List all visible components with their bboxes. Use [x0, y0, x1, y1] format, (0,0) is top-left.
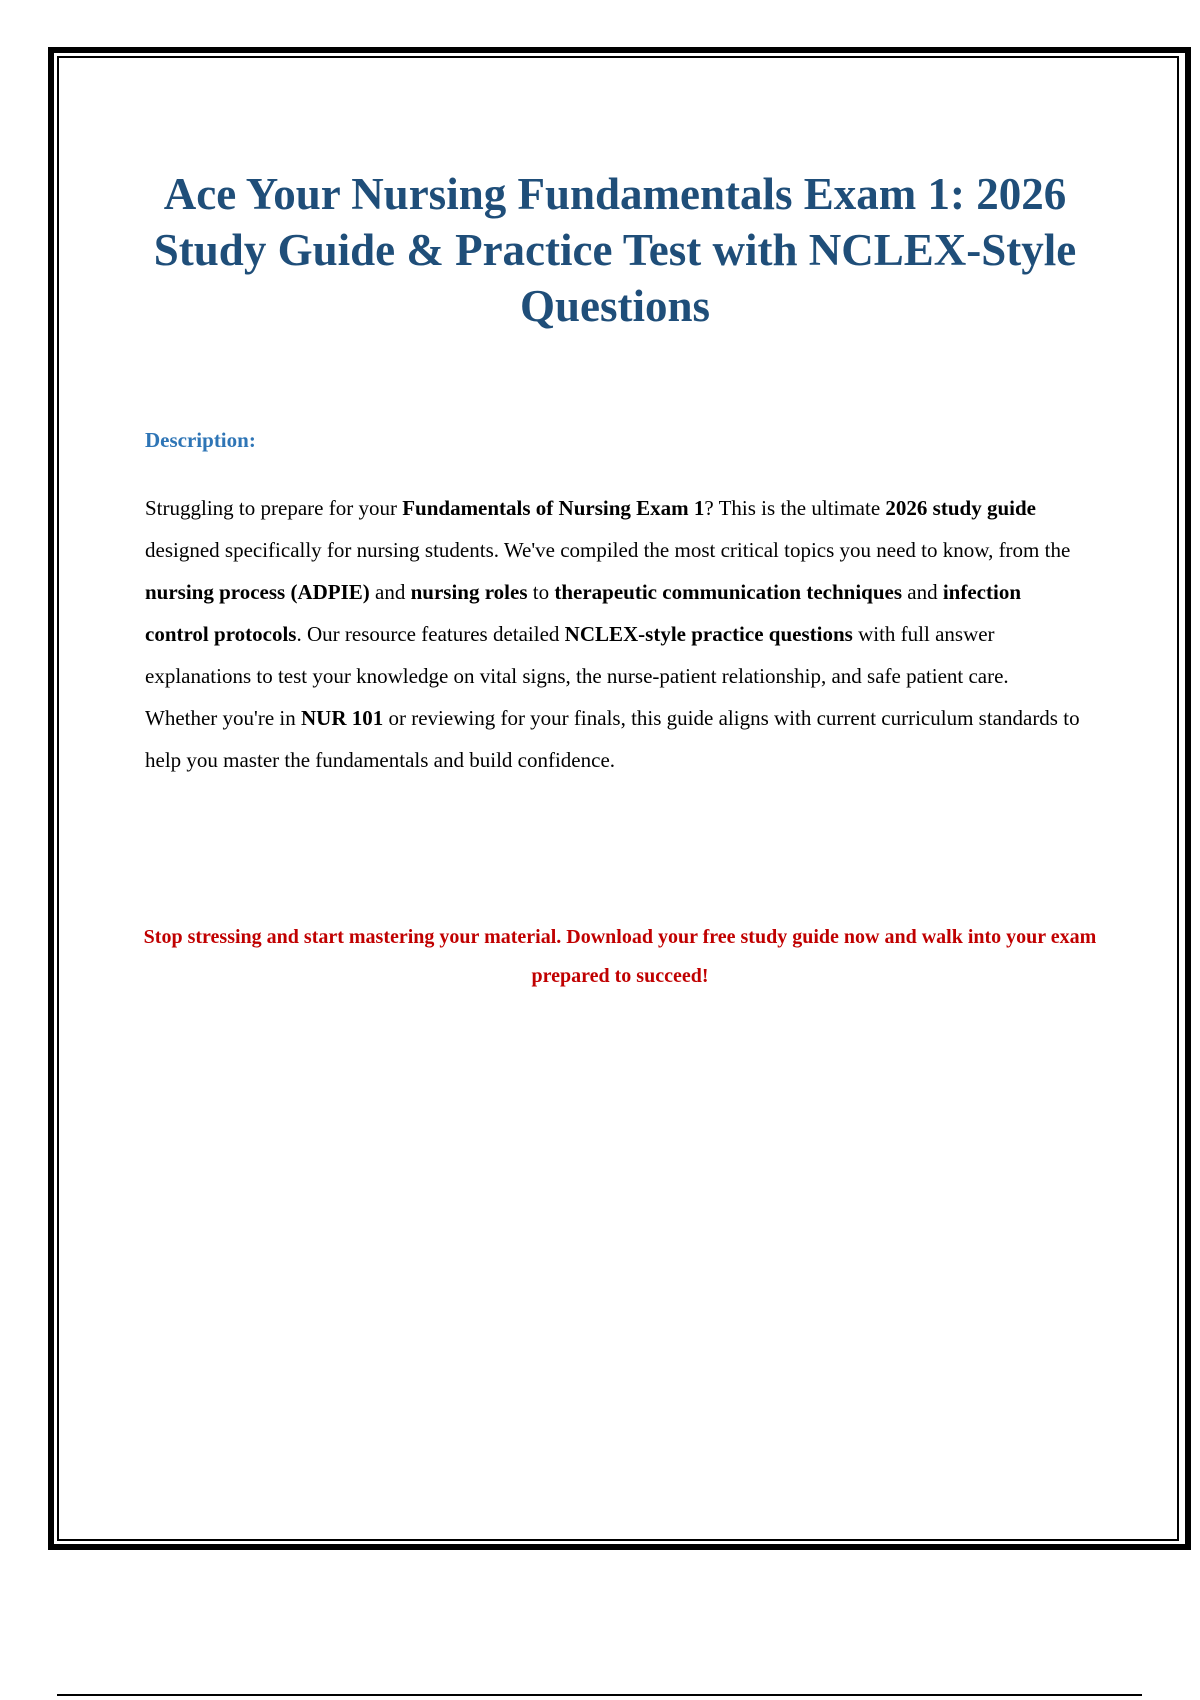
description-emphasis: nursing roles	[410, 580, 528, 604]
description-text: designed specifically for nursing students. We've compiled the most critical topics you need to know, from the	[145, 538, 1071, 562]
description-emphasis: nursing process (ADPIE)	[145, 580, 370, 604]
description-text: with full answer explanations to test your knowledge on vital signs, the nurse-patient relationship, and safe patient care. Whether you're in	[145, 622, 1009, 730]
description-text: or reviewing for your finals, this guide aligns with current curriculum standards to help you master the fundamentals and build confidence.	[145, 706, 1080, 772]
description-text: . Our resource features detailed	[296, 622, 565, 646]
description-emphasis: 2026 study guide	[885, 496, 1036, 520]
footer-rule	[57, 1694, 1142, 1696]
description-emphasis: NCLEX-style practice questions	[564, 622, 853, 646]
description-text: Struggling to prepare for your	[145, 496, 403, 520]
call-to-action: Stop stressing and start mastering your material. Download your free study guide now and walk into your exam prepared to succeed!	[143, 926, 1097, 987]
description-text: ? This is the ultimate	[704, 496, 886, 520]
description-text: to	[527, 580, 555, 604]
document-title: Ace Your Nursing Fundamentals Exam 1: 2026 Study Guide & Practice Test with NCLEX-Style Questions	[153, 169, 1077, 331]
description-text: and	[369, 580, 411, 604]
description-emphasis: infection control protocols	[145, 580, 1021, 646]
description-emphasis: therapeutic communication techniques	[554, 580, 903, 604]
description-paragraph	[145, 487, 1085, 781]
description-emphasis: Fundamentals of Nursing Exam 1	[402, 496, 705, 520]
description-emphasis: NUR 101	[300, 706, 384, 730]
description-label: Description:	[145, 428, 256, 452]
description-text: and	[902, 580, 943, 604]
